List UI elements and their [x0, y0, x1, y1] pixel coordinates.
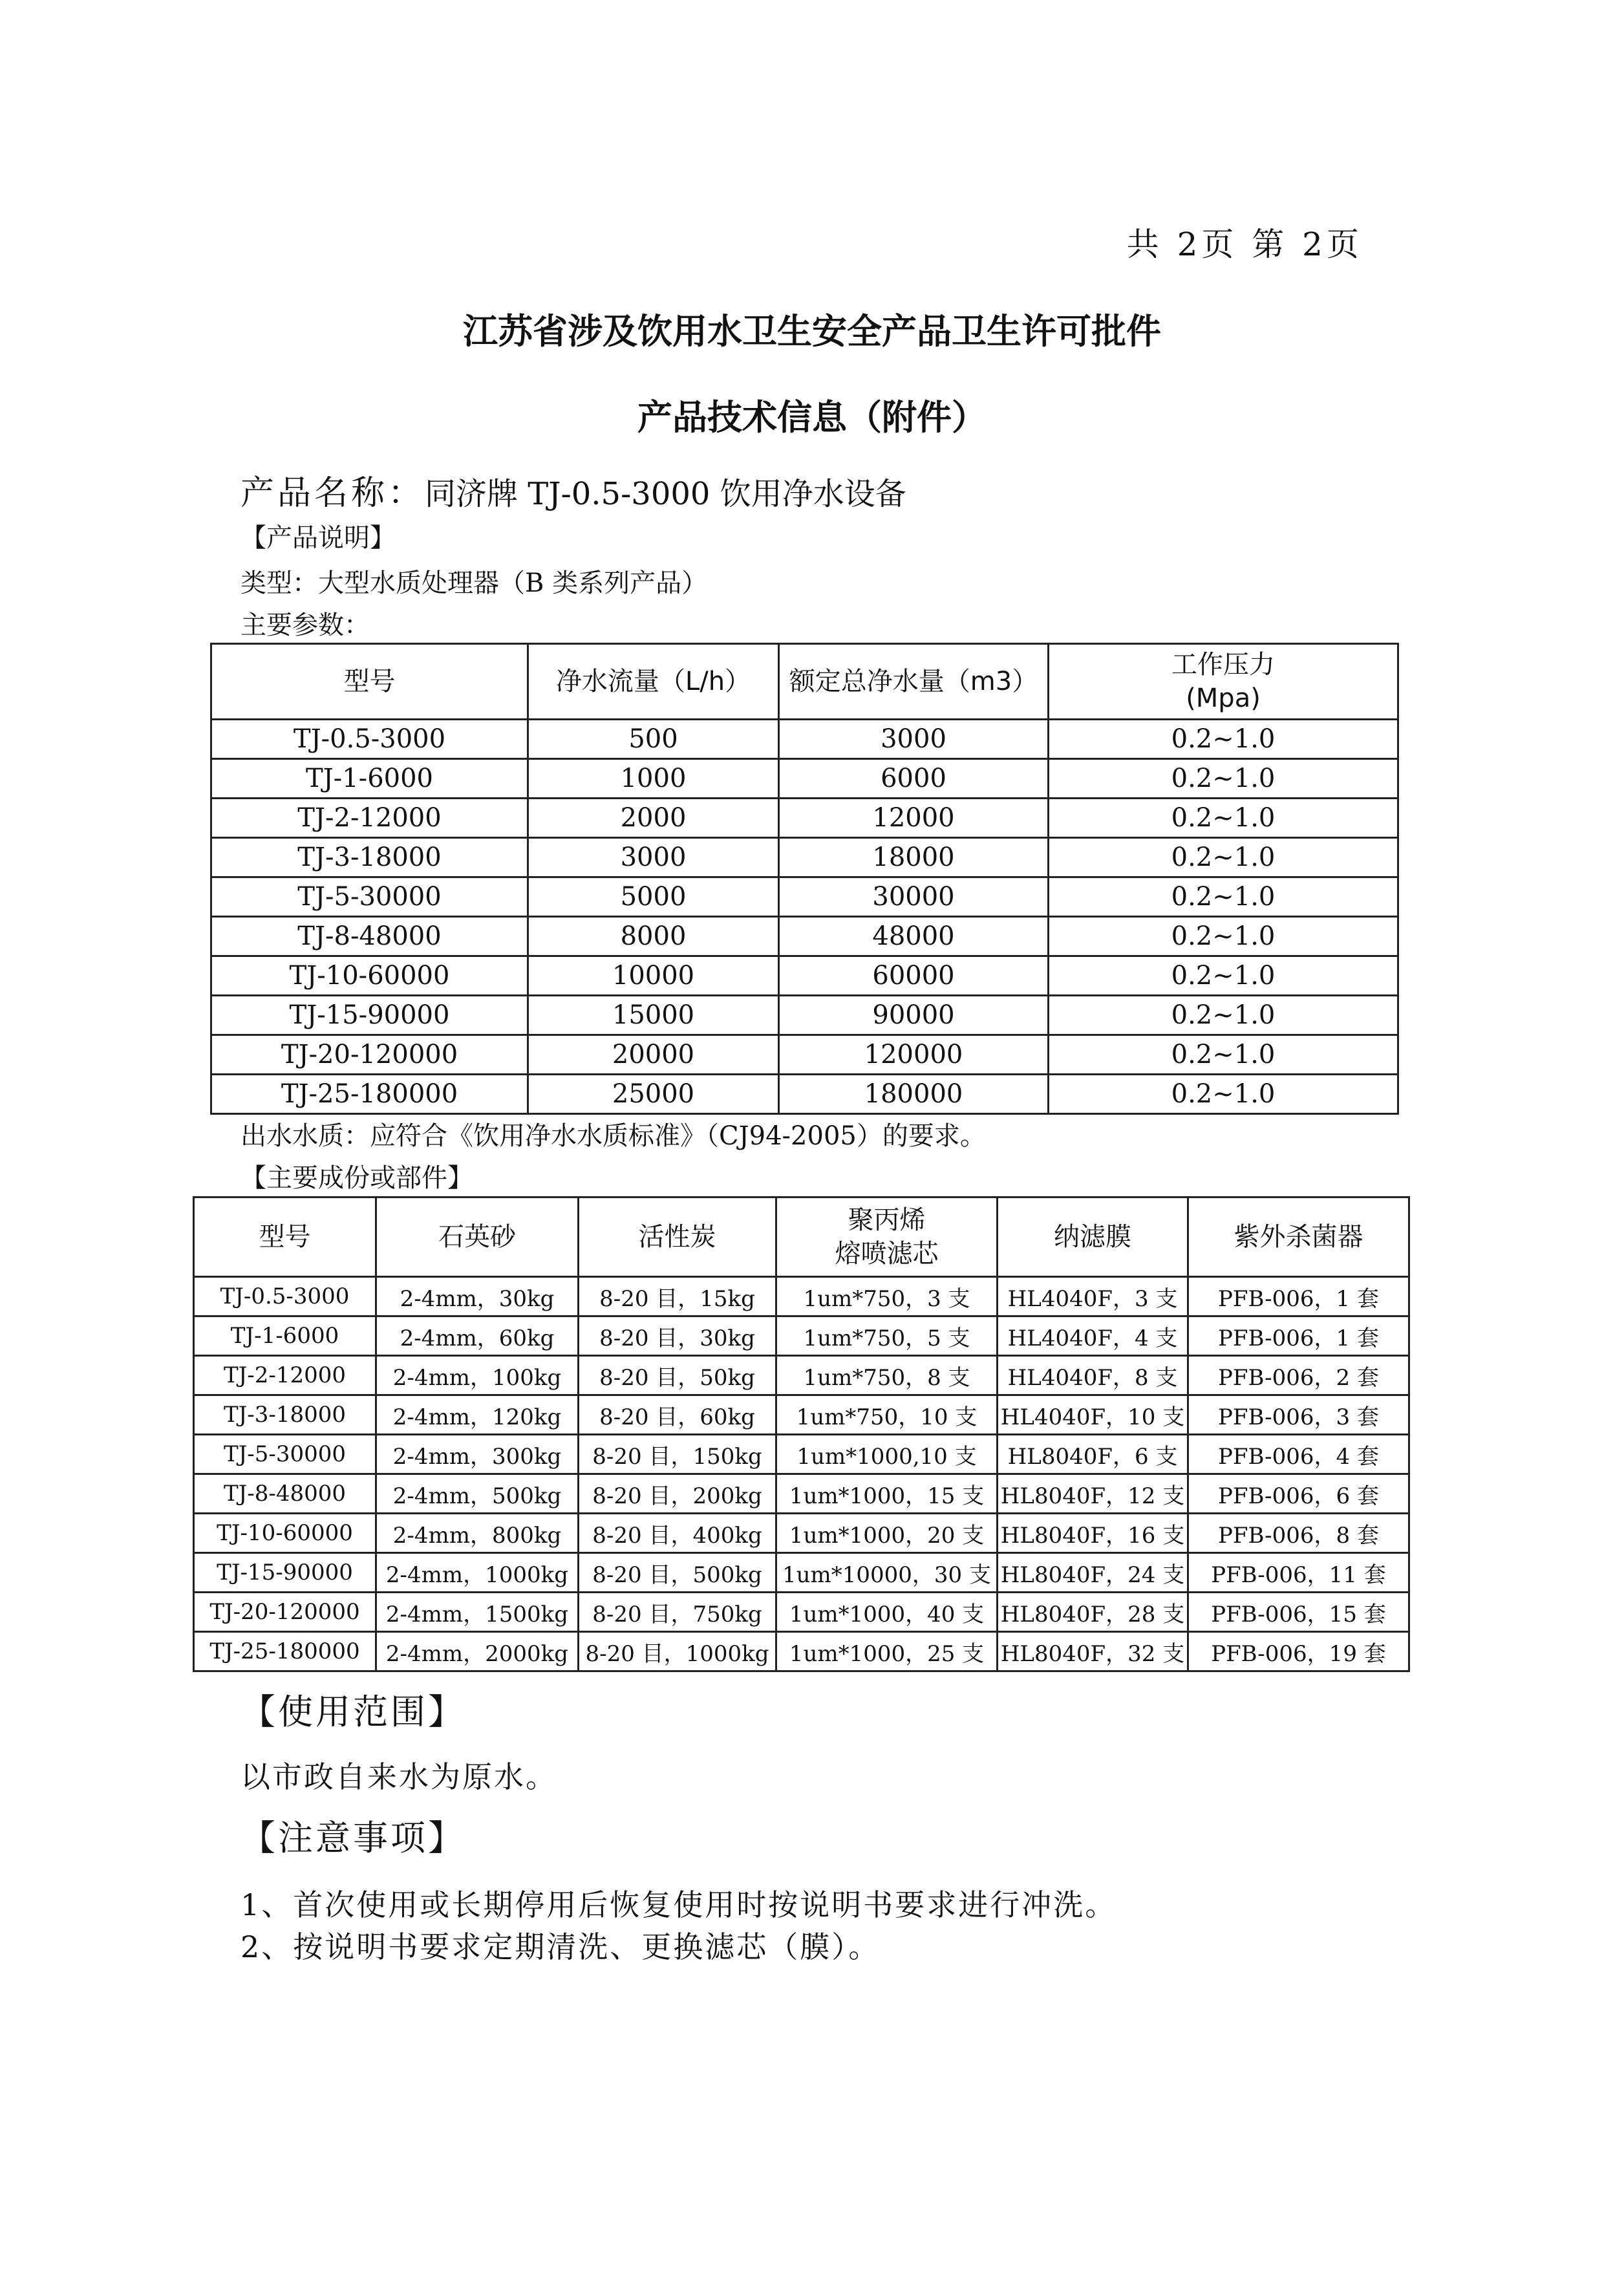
table-cell: 8-20 目，750kg [579, 1593, 776, 1632]
table-cell: 1000 [528, 759, 779, 799]
main-params-label: 主要参数： [240, 610, 370, 640]
params-header-flow: 净水流量（L/h） [528, 644, 779, 720]
table-cell: 1um*1000，25 支 [776, 1632, 998, 1671]
table-cell: TJ-15-90000 [194, 1553, 376, 1593]
components-header-activated-carbon: 活性炭 [579, 1197, 776, 1277]
table-cell: 1um*750，5 支 [776, 1316, 998, 1356]
table-cell: TJ-5-30000 [211, 877, 528, 917]
table-cell: TJ-8-48000 [194, 1474, 376, 1514]
table-cell: TJ-15-90000 [211, 996, 528, 1035]
table-cell: 2-4mm，500kg [376, 1474, 579, 1514]
params-table-header-row [211, 644, 1398, 720]
table-cell: 18000 [779, 838, 1049, 877]
product-name-label: 产品名称： [240, 474, 425, 513]
table-cell: TJ-5-30000 [194, 1435, 376, 1474]
table-cell: PFB-006，15 套 [1188, 1593, 1409, 1632]
table-cell: 8-20 目，60kg [579, 1395, 776, 1435]
table-cell: TJ-0.5-3000 [194, 1277, 376, 1316]
table-cell: 1um*750，10 支 [776, 1395, 998, 1435]
params-header-pressure [1049, 644, 1398, 720]
table-cell: HL8040F，32 支 [998, 1632, 1188, 1671]
params-table-row [211, 1035, 1398, 1075]
table-cell: PFB-006，8 套 [1188, 1514, 1409, 1553]
product-type-line: 类型：大型水质处理器（B 类系列产品） [240, 568, 708, 598]
params-table-row [211, 838, 1398, 877]
notes-heading: 【注意事项】 [240, 1818, 465, 1858]
components-table-row [194, 1395, 1409, 1435]
table-cell: 2-4mm，1500kg [376, 1593, 579, 1632]
table-cell: TJ-0.5-3000 [211, 720, 528, 759]
table-cell: 0.2~1.0 [1049, 917, 1398, 956]
table-cell: 1um*1000,10 支 [776, 1435, 998, 1474]
table-cell: 60000 [779, 956, 1049, 996]
components-table-row [194, 1474, 1409, 1514]
components-table-row [194, 1514, 1409, 1553]
table-cell: 8-20 目，30kg [579, 1316, 776, 1356]
params-header-model: 型号 [211, 644, 528, 720]
table-cell: PFB-006，2 套 [1188, 1356, 1409, 1395]
table-cell: 12000 [779, 799, 1049, 838]
params-header-pressure-label: 工作压力 [1171, 650, 1275, 680]
table-cell: 2-4mm，30kg [376, 1277, 579, 1316]
table-cell: 15000 [528, 996, 779, 1035]
table-cell: 180000 [779, 1075, 1049, 1114]
table-cell: HL4040F，10 支 [998, 1395, 1188, 1435]
usage-text: 以市政自来水为原水。 [240, 1759, 557, 1794]
table-cell: HL8040F，16 支 [998, 1514, 1188, 1553]
components-header-pp-line2: 熔喷滤芯 [835, 1239, 939, 1269]
table-cell: 2-4mm，1000kg [376, 1553, 579, 1593]
table-cell: HL8040F，28 支 [998, 1593, 1188, 1632]
components-header-pp-filter [776, 1197, 998, 1277]
components-table-header-row [194, 1197, 1409, 1277]
product-name-value: 同济牌 TJ-0.5-3000 饮用净水设备 [425, 476, 906, 512]
table-cell: 0.2~1.0 [1049, 1075, 1398, 1114]
table-cell: 8-20 目，150kg [579, 1435, 776, 1474]
table-cell: 0.2~1.0 [1049, 1035, 1398, 1075]
table-cell: TJ-8-48000 [211, 917, 528, 956]
table-cell: TJ-3-18000 [194, 1395, 376, 1435]
params-header-pressure-unit: (Mpa) [1186, 683, 1261, 713]
table-cell: 3000 [528, 838, 779, 877]
table-cell: 6000 [779, 759, 1049, 799]
table-cell: PFB-006，1 套 [1188, 1316, 1409, 1356]
components-header-nanofiltration: 纳滤膜 [998, 1197, 1188, 1277]
table-cell: 8-20 目，1000kg [579, 1632, 776, 1671]
table-cell: TJ-20-120000 [194, 1593, 376, 1632]
water-quality-line: 出水水质：应符合《饮用净水水质标准》（CJ94-2005）的要求。 [240, 1121, 986, 1151]
components-table-row [194, 1356, 1409, 1395]
components-heading: 【主要成份或部件】 [240, 1163, 473, 1193]
params-table [210, 643, 1399, 1115]
table-cell: HL4040F，3 支 [998, 1277, 1188, 1316]
note-item-2: 2、按说明书要求定期清洗、更换滤芯（膜）。 [240, 1929, 881, 1964]
components-table [193, 1196, 1410, 1672]
table-cell: 2-4mm，300kg [376, 1435, 579, 1474]
components-table-body [194, 1277, 1409, 1671]
components-table-row [194, 1316, 1409, 1356]
table-cell: 1um*1000，40 支 [776, 1593, 998, 1632]
table-cell: 1um*750，3 支 [776, 1277, 998, 1316]
components-header-uv-sterilizer: 紫外杀菌器 [1188, 1197, 1409, 1277]
table-cell: 2-4mm，800kg [376, 1514, 579, 1553]
table-cell: 0.2~1.0 [1049, 996, 1398, 1035]
table-cell: 10000 [528, 956, 779, 996]
components-table-row [194, 1632, 1409, 1671]
table-cell: HL8040F，24 支 [998, 1553, 1188, 1593]
table-cell: HL4040F，8 支 [998, 1356, 1188, 1395]
product-name-line [240, 466, 906, 514]
table-cell: 1um*750，8 支 [776, 1356, 998, 1395]
params-table-row [211, 996, 1398, 1035]
table-cell: 0.2~1.0 [1049, 720, 1398, 759]
params-table-row [211, 917, 1398, 956]
table-cell: 0.2~1.0 [1049, 799, 1398, 838]
note-item-1: 1、首次使用或长期停用后恢复使用时按说明书要求进行冲洗。 [240, 1887, 1117, 1922]
table-cell: 3000 [779, 720, 1049, 759]
params-table-row [211, 759, 1398, 799]
table-cell: TJ-10-60000 [211, 956, 528, 996]
page-counter: 共 2页 第 2页 [1126, 226, 1363, 263]
table-cell: PFB-006，11 套 [1188, 1553, 1409, 1593]
table-cell: TJ-1-6000 [211, 759, 528, 799]
table-cell: 2-4mm，120kg [376, 1395, 579, 1435]
table-cell: PFB-006，1 套 [1188, 1277, 1409, 1316]
table-cell: 500 [528, 720, 779, 759]
table-cell: 8-20 目，500kg [579, 1553, 776, 1593]
table-cell: 25000 [528, 1075, 779, 1114]
table-cell: 5000 [528, 877, 779, 917]
table-cell: 20000 [528, 1035, 779, 1075]
table-cell: 1um*10000，30 支 [776, 1553, 998, 1593]
table-cell: 120000 [779, 1035, 1049, 1075]
table-cell: 48000 [779, 917, 1049, 956]
params-header-total: 额定总净水量（m3） [779, 644, 1049, 720]
table-cell: TJ-25-180000 [211, 1075, 528, 1114]
params-table-body [211, 720, 1398, 1114]
usage-heading: 【使用范围】 [240, 1691, 465, 1732]
table-cell: HL8040F，6 支 [998, 1435, 1188, 1474]
table-cell: 2-4mm，100kg [376, 1356, 579, 1395]
components-header-model: 型号 [194, 1197, 376, 1277]
table-cell: HL4040F，4 支 [998, 1316, 1188, 1356]
table-cell: PFB-006，4 套 [1188, 1435, 1409, 1474]
table-cell: 0.2~1.0 [1049, 877, 1398, 917]
document-subtitle: 产品技术信息（附件） [637, 397, 987, 438]
table-cell: HL8040F，12 支 [998, 1474, 1188, 1514]
table-cell: 8-20 目，50kg [579, 1356, 776, 1395]
table-cell: 90000 [779, 996, 1049, 1035]
table-cell: 1um*1000，15 支 [776, 1474, 998, 1514]
table-cell: 2-4mm，2000kg [376, 1632, 579, 1671]
table-cell: 0.2~1.0 [1049, 759, 1398, 799]
table-cell: 2000 [528, 799, 779, 838]
components-header-pp-line1: 聚丙烯 [848, 1205, 926, 1235]
table-cell: PFB-006，3 套 [1188, 1395, 1409, 1435]
table-cell: 8-20 目，200kg [579, 1474, 776, 1514]
params-table-row [211, 720, 1398, 759]
document-title: 江苏省涉及饮用水卫生安全产品卫生许可批件 [463, 311, 1161, 352]
params-table-row [211, 956, 1398, 996]
table-cell: TJ-2-12000 [211, 799, 528, 838]
components-table-row [194, 1593, 1409, 1632]
components-table-row [194, 1277, 1409, 1316]
table-cell: 8000 [528, 917, 779, 956]
table-cell: PFB-006，6 套 [1188, 1474, 1409, 1514]
components-table-row [194, 1553, 1409, 1593]
table-cell: TJ-2-12000 [194, 1356, 376, 1395]
table-cell: 2-4mm，60kg [376, 1316, 579, 1356]
table-cell: TJ-25-180000 [194, 1632, 376, 1671]
table-cell: TJ-20-120000 [211, 1035, 528, 1075]
params-table-row [211, 799, 1398, 838]
table-cell: TJ-1-6000 [194, 1316, 376, 1356]
table-cell: TJ-10-60000 [194, 1514, 376, 1553]
table-cell: 0.2~1.0 [1049, 956, 1398, 996]
components-header-quartz-sand: 石英砂 [376, 1197, 579, 1277]
params-table-row [211, 877, 1398, 917]
table-cell: 30000 [779, 877, 1049, 917]
params-table-row [211, 1075, 1398, 1114]
table-cell: 1um*1000，20 支 [776, 1514, 998, 1553]
table-cell: TJ-3-18000 [211, 838, 528, 877]
table-cell: 0.2~1.0 [1049, 838, 1398, 877]
product-description-heading: 【产品说明】 [240, 523, 396, 553]
components-table-row [194, 1435, 1409, 1474]
table-cell: 8-20 目，400kg [579, 1514, 776, 1553]
table-cell: PFB-006，19 套 [1188, 1632, 1409, 1671]
table-cell: 8-20 目，15kg [579, 1277, 776, 1316]
